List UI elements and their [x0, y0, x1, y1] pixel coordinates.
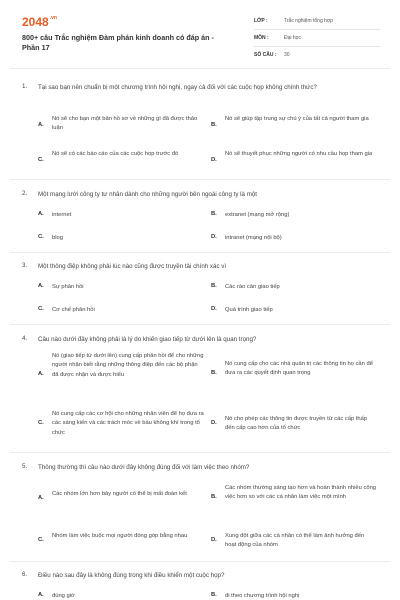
option-letter: D.	[211, 306, 217, 312]
option-text: Nó cung cấp cho các nhà quản trị các thông tin họ cần để đưa ra các quyết định quan trọng	[225, 361, 373, 377]
option-text: Các nhóm lớn hơn bảy người có thể bị mất đoàn kết	[52, 491, 187, 497]
option-letter: A.	[38, 495, 44, 501]
option-letter: D.	[211, 157, 217, 163]
logo-tld: .vn	[49, 15, 57, 21]
option-text: Các nhóm thường sáng tạo hơn và hoàn thành nhiều công việc hơn so với các cá nhân làm việc một mình	[225, 485, 377, 501]
option-letter: D.	[211, 537, 217, 543]
option-letter: C.	[38, 420, 44, 426]
option-text: Nó sẽ có các báo cáo của các cuộc họp trước đó	[52, 151, 179, 157]
meta-class-key: LỚP :	[254, 18, 268, 24]
meta-subject-row	[254, 30, 380, 47]
option-letter: A.	[38, 283, 44, 289]
option-text: Nó cho phép các thông tin được truyền từ các cấp thấp đến cấp cao hơn của tổ chức	[225, 416, 368, 432]
option-text: Xung đột giữa các cá nhân có thể làm ảnh hưởng đến hoạt động của nhóm	[225, 533, 365, 549]
question-number: 3.	[22, 262, 28, 269]
option-text: Nó sẽ giúp tập trung sự chú ý của tất cả người tham gia	[225, 116, 369, 122]
logo-text: 2048	[22, 15, 49, 29]
option-letter: A.	[38, 371, 44, 377]
question-divider	[10, 561, 390, 562]
option-letter: C.	[38, 234, 44, 240]
option-letter: A.	[38, 122, 44, 128]
option-text: Nó (giao tiếp từ dưới lên) cung cấp phản hồi để cho những người nhận biết rằng những thông điệp đến các bộ phận đã được nhận và được hiểu	[52, 353, 204, 378]
option-letter: C.	[38, 537, 44, 543]
document-title: 800+ câu Trắc nghiệm Đàm phán kinh doanh có đáp án - Phần 17	[22, 33, 214, 52]
meta-count-row	[254, 47, 380, 64]
question-stem: Thông thường thì câu nào dưới đây không đúng đối với làm việc theo nhóm?	[38, 464, 250, 471]
option-text: Nhóm làm việc buộc mọi người đóng góp bằng nhau	[52, 533, 188, 539]
option-text: intranet (mạng nội bộ)	[225, 235, 282, 241]
option-letter: B.	[211, 122, 217, 128]
option-text: internet	[52, 212, 72, 218]
option-text: extranet (mạng mở rộng)	[225, 212, 290, 218]
header-divider	[10, 68, 390, 69]
site-logo[interactable]	[22, 15, 57, 29]
question-stem: Một thông điệp không phải lúc nào cũng được truyền tải chính xác vì	[38, 263, 227, 270]
question-divider	[10, 452, 390, 453]
meta-class-value: Trắc nghiệm tổng hợp	[284, 18, 333, 24]
option-text: đi theo chương trình hội nghị	[225, 593, 300, 599]
question-number: 4.	[22, 335, 28, 342]
option-letter: B.	[211, 494, 217, 500]
option-text: Quá trình giao tiếp	[225, 307, 273, 313]
option-letter: B.	[211, 370, 217, 376]
option-letter: D.	[211, 234, 217, 240]
option-text: Nó cung cấp các cơ hội cho những nhân viên để họ đưa ra các sáng kiến và các trách móc về bầu không khí trong tổ chức	[52, 411, 204, 436]
question-divider	[10, 324, 390, 325]
question-stem: Một mạng lưới công ty tư nhân dành cho những người bên ngoài công ty là một	[38, 191, 258, 198]
meta-count-value: 30	[284, 52, 290, 58]
meta-subject-value: Đại học	[284, 35, 301, 41]
option-letter: D.	[211, 420, 217, 426]
option-letter: B.	[211, 592, 217, 598]
option-letter: A.	[38, 211, 44, 217]
option-text: Các rào cản giao tiếp	[225, 284, 280, 290]
option-letter: C.	[38, 306, 44, 312]
option-letter: B.	[211, 211, 217, 217]
option-letter: A.	[38, 592, 44, 598]
meta-class-row	[254, 13, 380, 30]
option-letter: C.	[38, 157, 44, 163]
question-number: 5.	[22, 463, 28, 470]
meta-count-key: SỐ CÂU :	[254, 52, 277, 58]
question-stem: Điều nào sau đây là không đúng trong khi điều khiển một cuộc họp?	[38, 572, 225, 579]
question-number: 1.	[22, 83, 28, 90]
option-text: Nó sẽ cho bạn một bản hồ sơ về những gì đã được thảo luận	[52, 116, 198, 132]
option-text: Sự phản hồi	[52, 284, 84, 290]
question-stem: Tại sao bạn nên chuẩn bị một chương trình hội nghị, ngay cả đối với các cuộc họp không chính thức?	[38, 84, 317, 91]
question-number: 2.	[22, 190, 28, 197]
option-text: Nó sẽ thuyết phục những người có nhu cầu họp tham gia	[225, 151, 373, 157]
option-text: đúng giờ	[52, 593, 75, 599]
question-divider	[10, 252, 390, 253]
meta-subject-key: MÔN :	[254, 35, 269, 41]
option-text: Cơ chế phản hồi	[52, 307, 95, 313]
question-divider	[10, 179, 390, 180]
option-text: blog	[52, 235, 63, 241]
question-number: 6.	[22, 571, 28, 578]
question-stem: Câu nào dưới đây không phải là lý do khiến giao tiếp từ dưới lên là quan trọng?	[38, 336, 257, 343]
option-letter: B.	[211, 283, 217, 289]
